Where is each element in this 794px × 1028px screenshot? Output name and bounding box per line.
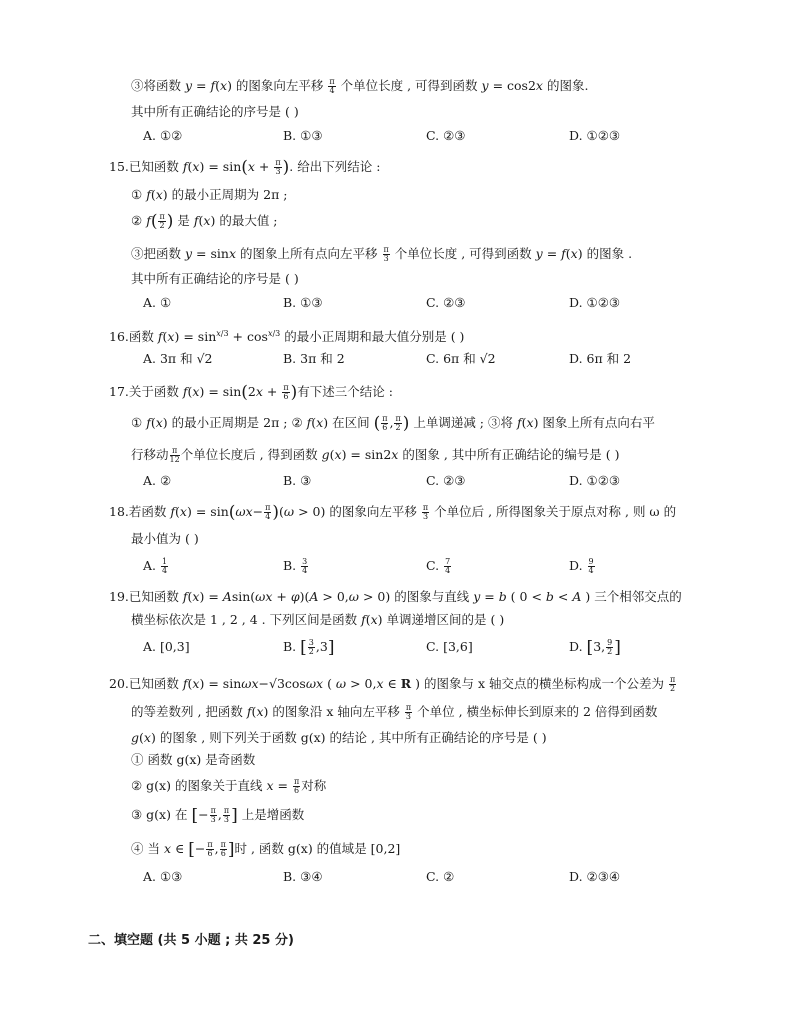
q20-option-b: B. ③④ [283,869,323,884]
q20-option-a: A. ①③ [143,869,183,884]
q16-option-b: B. 3π 和 2 [283,351,345,366]
q20-option-d: D. ②③④ [569,869,621,884]
q16-option-d: D. 6π 和 2 [569,351,632,366]
q19-option-c: C. [3,6] [426,639,473,654]
q14-option-d: D. ①②③ [569,128,621,143]
q17-option-d: D. ①②③ [569,473,621,488]
q17-option-a: A. ② [143,473,172,488]
q17-line1: ① f(x) 的最小正周期是 2π ; ② f(x) 在区间 ( $\frac{\pi}{6}$ , $\frac{\pi}{2}$ ) 上单调递减 ; ③将 f(x) 图象上所有点向右平 [131,413,655,434]
q15-item1: ① f(x) 的最小正周期为 2π ; [131,187,288,202]
q18-option-d: D. $\frac{9}{4}$ [569,557,594,575]
q19-stem2: 横坐标依次是 1 , 2 , 4 . 下列区间是函数 f(x) 单调递增区间的是 ( ) [131,612,505,627]
q16-option-a: A. 3π 和 √2 [143,351,213,366]
q15-stem-q: 其中所有正确结论的序号是 ( ) [131,271,299,286]
q18-option-b: B. $\frac{3}{4}$ [283,557,308,575]
q14-item3: ③将函数 y = f(x) 的图象向左平移 $\frac{\pi}{4}$ 个单位长度 , 可得到函数 y = cos2x 的图象. [131,77,589,95]
q18-stem-end: 最小值为 ( ) [131,531,199,546]
q17-line2: 行移动 $\frac{\pi}{12}$ 个单位长度后 , 得到函数 g(x) = sin2x 的图象 , 其中所有正确结论的编号是 ( ) [131,446,620,464]
q20-option-c: C. ② [426,869,455,884]
q20-item1: ① 函数 g(x) 是奇函数 [131,752,256,767]
q19-option-b: B. [ $\frac{3}{2}$ ,3] [283,637,335,658]
q14-option-a: A. ①② [143,128,183,143]
q14-option-b: B. ①③ [283,128,323,143]
q17-option-c: C. ②③ [426,473,466,488]
q15-option-b: B. ①③ [283,295,323,310]
q20-line3: g(x) 的图象 , 则下列关于函数 g(x) 的结论 , 其中所有正确结论的序号是 ( ) [131,730,547,745]
q16-stem: 16.函数 $f(x) = \sin^{x/3} + \cos^{x/3}$ 的最小正周期和最大值分别是 ( ) [109,329,465,345]
q15-item2: ② f( $\frac{\pi}{2}$ ) 是 f(x) 的最大值 ; [131,211,278,232]
q16-option-c: C. 6π 和 √2 [426,351,496,366]
section-heading-fill-in: 二、填空题 (共 5 小题 ; 共 25 分) [88,933,294,948]
q15-option-c: C. ②③ [426,295,466,310]
q15-option-a: A. ① [143,295,172,310]
q14-option-c: C. ②③ [426,128,466,143]
q20-item3: ③ g(x) 在 [− $\frac{\pi}{3}$ , $\frac{\pi}{3}$ ] 上是增函数 [131,805,305,826]
q18-stem: 18.若函数 f(x) = sin(ωx− $\frac{\pi}{4}$ )(ω > 0) 的图象向左平移 $\frac{\pi}{3}$ 个单位后 , 所得图象关于原点对称 , 则 ω 的 [109,502,677,523]
q14-stem-end: 其中所有正确结论的序号是 ( ) [131,104,299,119]
q20-item4: ④ 当 x ∈ [− $\frac{\pi}{6}$ , $\frac{\pi}{6}$ ]时 , 函数 g(x) 的值域是 [0,2] [131,839,401,860]
q15-item3: ③把函数 y = sinx 的图象上所有点向左平移 $\frac{\pi}{3}$ 个单位长度 , 可得到函数 y = f(x) 的图象 . [131,245,633,263]
q19-option-d: D. [3, $\frac{9}{2}$ ] [569,637,621,658]
q20-item2: ② g(x) 的图象关于直线 x = $\frac{\pi}{6}$ 对称 [131,777,327,795]
q19-option-a: A. [0,3] [143,639,190,654]
q20-stem: 20.已知函数 f(x) = sinωx−√3cosωx ( ω > 0,x ∈ R ) 的图象与 x 轴交点的横坐标构成一个公差为 $\frac{\pi}{2}$ [109,675,676,693]
q18-option-c: C. $\frac{7}{4}$ [426,557,451,575]
q17-stem: 17.关于函数 f(x) = sin(2x + $\frac{\pi}{6}$ )有下述三个结论 : [109,382,393,403]
q18-option-a: A. $\frac{1}{4}$ [143,557,168,575]
q15-option-d: D. ①②③ [569,295,621,310]
q20-line2: 的等差数列 , 把函数 f(x) 的图象沿 x 轴向左平移 $\frac{\pi}{3}$ 个单位 , 横坐标伸长到原来的 2 倍得到函数 [131,703,658,721]
q15-stem: 15.已知函数 f(x) = sin(x + $\frac{\pi}{3}$ ). 给出下列结论 : [109,157,381,178]
q17-option-b: B. ③ [283,473,312,488]
q19-stem: 19.已知函数 f(x) = Asin(ωx + φ)(A > 0,ω > 0) 的图象与直线 y = b ( 0 < b < A ) 三个相邻交点的 [109,589,682,604]
